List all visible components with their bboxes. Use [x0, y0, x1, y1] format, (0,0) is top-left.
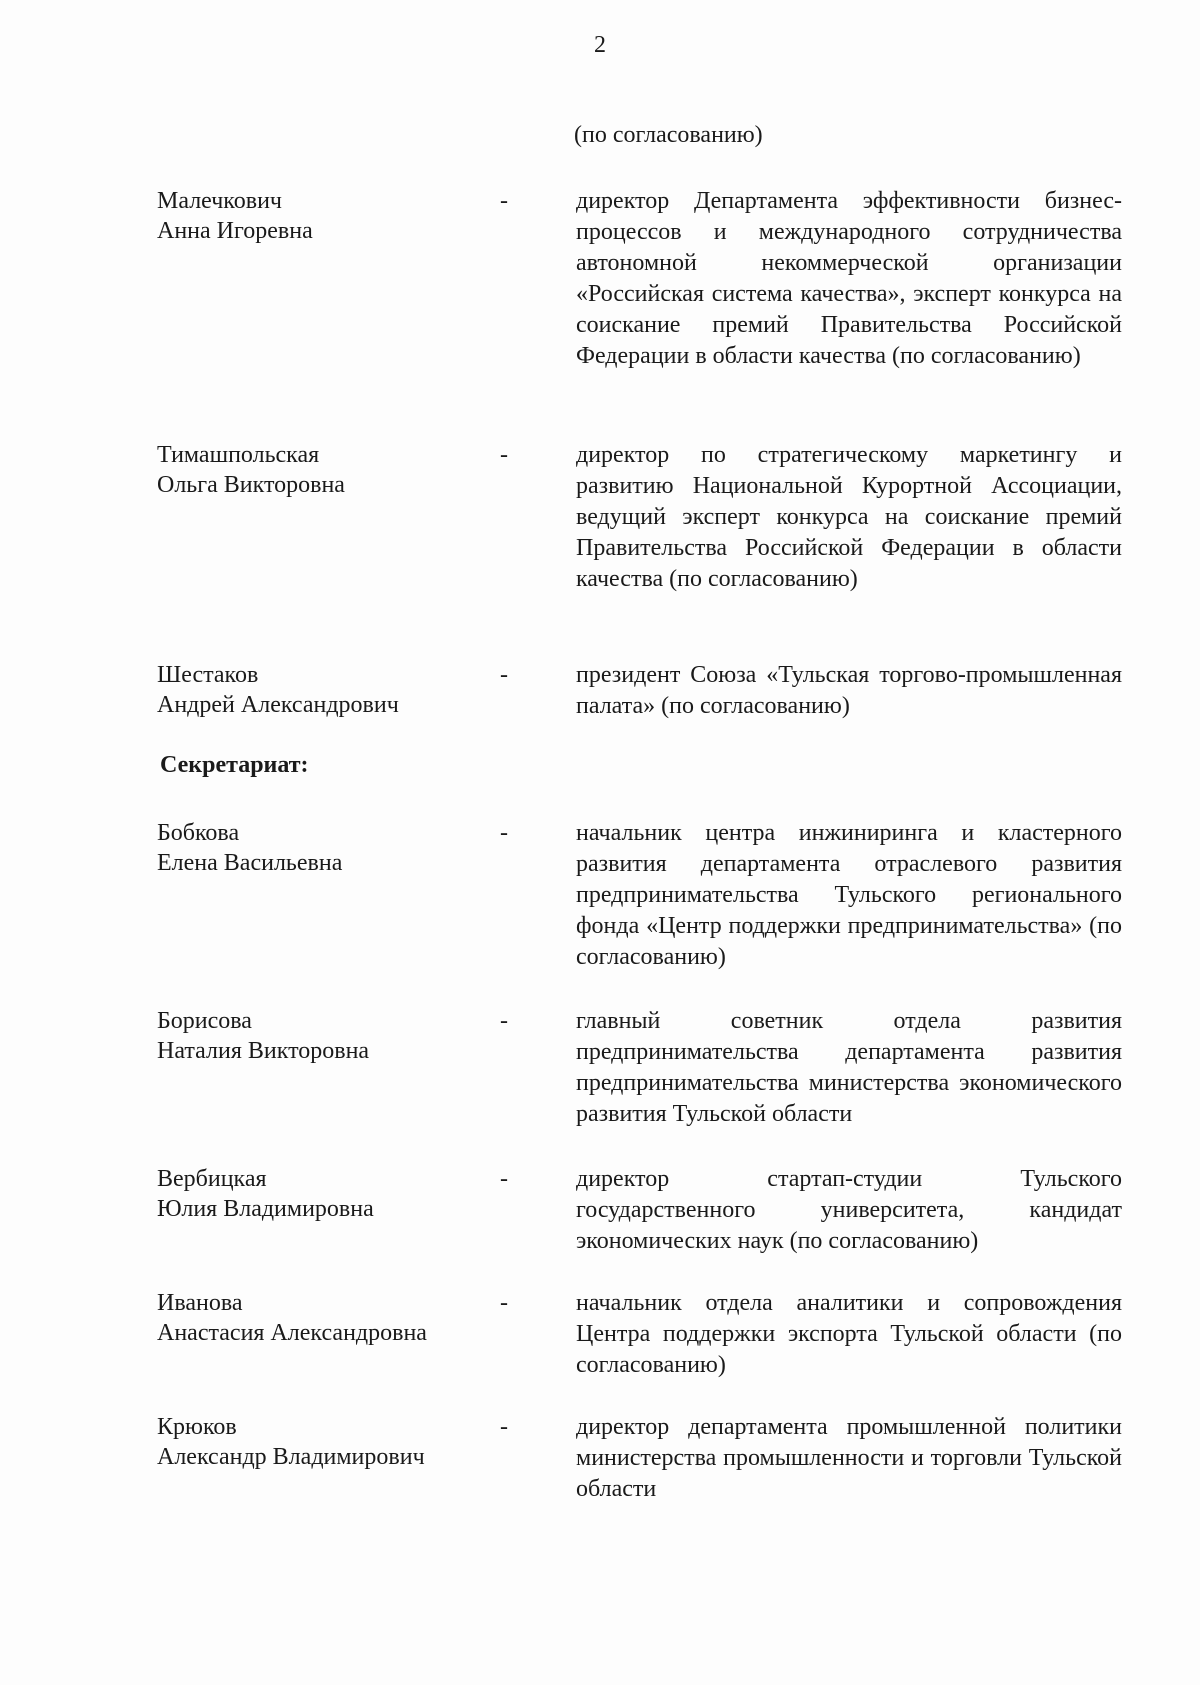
member-name: Иванова Анастасия Александровна [157, 1290, 427, 1346]
member-name: Бобкова Елена Васильевна [157, 820, 343, 876]
member-role: директор Департамента эффективности бизнес-процессов и международного сотрудничества автономной некоммерческой организации «Российская система качества», эксперт конкурса на соискание премий Правительства Российской Федерации в области качества (по согласованию) [576, 188, 1122, 369]
dash-separator: - [500, 820, 508, 846]
page-number: 2 [594, 32, 606, 58]
member-role: директор стартап-студии Тульского государственного университета, кандидат экономических наук (по согласованию) [576, 1166, 1122, 1254]
member-role: директор департамента промышленной политики министерства промышленности и торговли Тульской области [576, 1414, 1122, 1502]
dash-separator: - [500, 1008, 508, 1034]
member-name: Крюков Александр Владимирович [157, 1414, 425, 1470]
member-name: Вербицкая Юлия Владимировна [157, 1166, 374, 1222]
dash-separator: - [500, 662, 508, 688]
member-name: Шестаков Андрей Александрович [157, 662, 399, 718]
previous-entry-continuation: (по согласованию) [574, 122, 763, 148]
member-name: Борисова Наталия Викторовна [157, 1008, 370, 1064]
secretariat-heading: Секретариат: [160, 752, 309, 778]
dash-separator: - [500, 442, 508, 468]
dash-separator: - [500, 1290, 508, 1316]
dash-separator: - [500, 1166, 508, 1192]
member-name: Малечкович Анна Игоревна [157, 188, 313, 244]
dash-separator: - [500, 1414, 508, 1440]
member-role: президент Союза «Тульская торгово-промышленная палата» (по согласованию) [576, 662, 1122, 719]
member-role: начальник центра инжиниринга и кластерного развития департамента отраслевого развития предпринимательства Тульского регионального фонда «Центр поддержки предпринимательства» (по согласованию) [576, 820, 1122, 970]
member-role: директор по стратегическому маркетингу и развитию Национальной Курортной Ассоциации, ведущий эксперт конкурса на соискание премий Правительства Российской Федерации в области качества (по согласованию) [576, 442, 1122, 592]
dash-separator: - [500, 188, 508, 214]
member-name: Тимашпольская Ольга Викторовна [157, 442, 345, 498]
member-role: главный советник отдела развития предпринимательства департамента развития предпринимательства министерства экономического развития Тульской области [576, 1008, 1122, 1127]
member-role: начальник отдела аналитики и сопровождения Центра поддержки экспорта Тульской области (по согласованию) [576, 1290, 1122, 1378]
